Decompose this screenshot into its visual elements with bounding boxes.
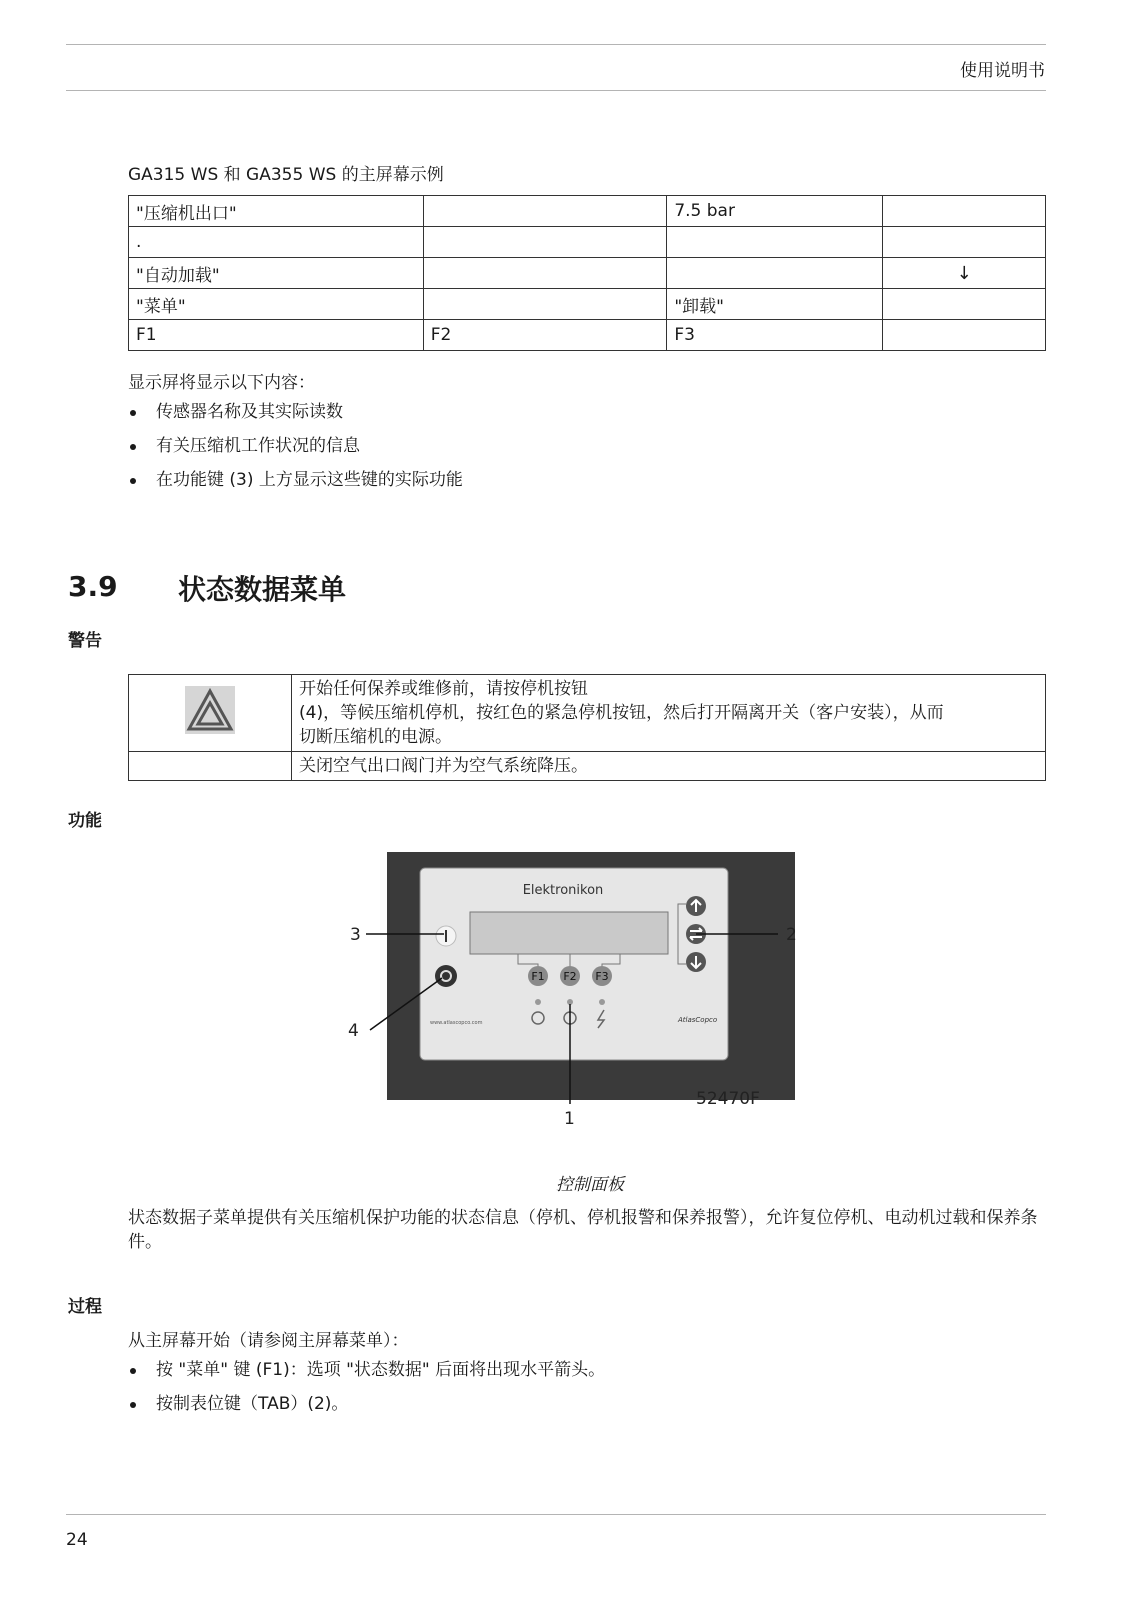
table-row [129,752,1046,781]
warning-triangle-icon [185,686,235,734]
table-cell [883,320,1046,351]
list-item: 传感器名称及其实际读数 [128,400,463,434]
table-cell: . [129,227,424,258]
display-intro: 显示屏将显示以下内容： [128,373,315,393]
function-description: 状态数据子菜单提供有关压缩机保护功能的状态信息（停机、停机报警和保养报警），允许复位停机、电动机过载和保养条件。 [128,1208,1038,1252]
table-cell: 7.5 bar [667,196,883,227]
list-item: 按制表位键（TAB）(2)。 [128,1392,605,1426]
table-cell [423,289,667,320]
table-row [129,258,1046,289]
table-cell: "自动加载" [129,258,424,289]
warning-table [128,674,1046,781]
list-item: 在功能键 (3) 上方显示这些键的实际功能 [128,468,463,502]
website-label: www.atlascopco.com [430,1020,483,1026]
led [535,999,541,1005]
table-cell [423,227,667,258]
table-cell [667,227,883,258]
table-cell [883,289,1046,320]
warning-icon-cell [129,675,292,752]
table-cell [423,258,667,289]
list-item: 有关压缩机工作状况的信息 [128,434,463,468]
f1-key-label: F1 [531,970,545,983]
section-number: 3.9 [68,570,118,603]
warning-line: (4)，等候压缩机停机，按红色的紧急停机按钮，然后打开隔离开关（客户安装），从而 [299,703,944,723]
control-panel-figure [348,852,816,1157]
figure-id: 52470F [696,1089,760,1109]
stop-button[interactable] [435,965,457,987]
warning-line: 关闭空气出口阀门并为空气系统降压。 [299,756,588,776]
warning-text-cell [292,752,1046,781]
callout-3: 3 [350,925,361,945]
table-cell: "菜单" [129,289,424,320]
f2-key-label: F2 [563,970,577,983]
list-item: 按 "菜单" 键 (F1)：选项 "状态数据" 后面将出现水平箭头。 [128,1358,605,1392]
footer-rule [66,1514,1046,1515]
header-bottom-rule [66,90,1046,91]
callout-4: 4 [348,1021,359,1041]
table-cell [883,196,1046,227]
procedure-intro: 从主屏幕开始（请参阅主屏幕菜单）： [128,1331,409,1351]
table-cell: F3 [667,320,883,351]
function-heading: 功能 [68,811,102,831]
table-cell [883,227,1046,258]
page-number: 24 [66,1530,88,1550]
table-row [129,196,1046,227]
warning-line: 开始任何保养或维修前，请按停机按钮 [299,679,588,699]
warning-heading: 警告 [68,631,102,651]
lcd-display [470,912,668,954]
table-row [129,320,1046,351]
warning-line: 切断压缩机的电源。 [299,727,452,747]
document-title: 使用说明书 [960,61,1045,81]
table-row [129,289,1046,320]
procedure-steps [128,1358,605,1426]
table-cell: "卸载" [667,289,883,320]
table-cell [423,196,667,227]
brand-label: Elektronikon [522,883,604,898]
empty-cell [129,752,292,781]
callout-1: 1 [564,1109,575,1129]
table-row [129,675,1046,752]
table-cell: F2 [423,320,667,351]
screen-example-caption: GA315 WS 和 GA355 WS 的主屏幕示例 [128,165,444,185]
table-cell [667,258,883,289]
main-screen-table [128,195,1046,351]
procedure-heading: 过程 [68,1297,102,1317]
f3-key-label: F3 [595,970,609,983]
header-top-rule [66,44,1046,45]
table-cell: "压缩机出口" [129,196,424,227]
atlas-copco-logo: AtlasCopco [678,1016,718,1024]
display-content-list [128,400,463,502]
table-cell: F1 [129,320,424,351]
callout-2: 2 [786,925,797,945]
warning-text-cell [292,675,1046,752]
table-row [129,227,1046,258]
figure-caption: 控制面板 [556,1175,624,1195]
table-cell: ↓ [883,258,1046,289]
led [599,999,605,1005]
section-title: 状态数据菜单 [178,573,347,606]
